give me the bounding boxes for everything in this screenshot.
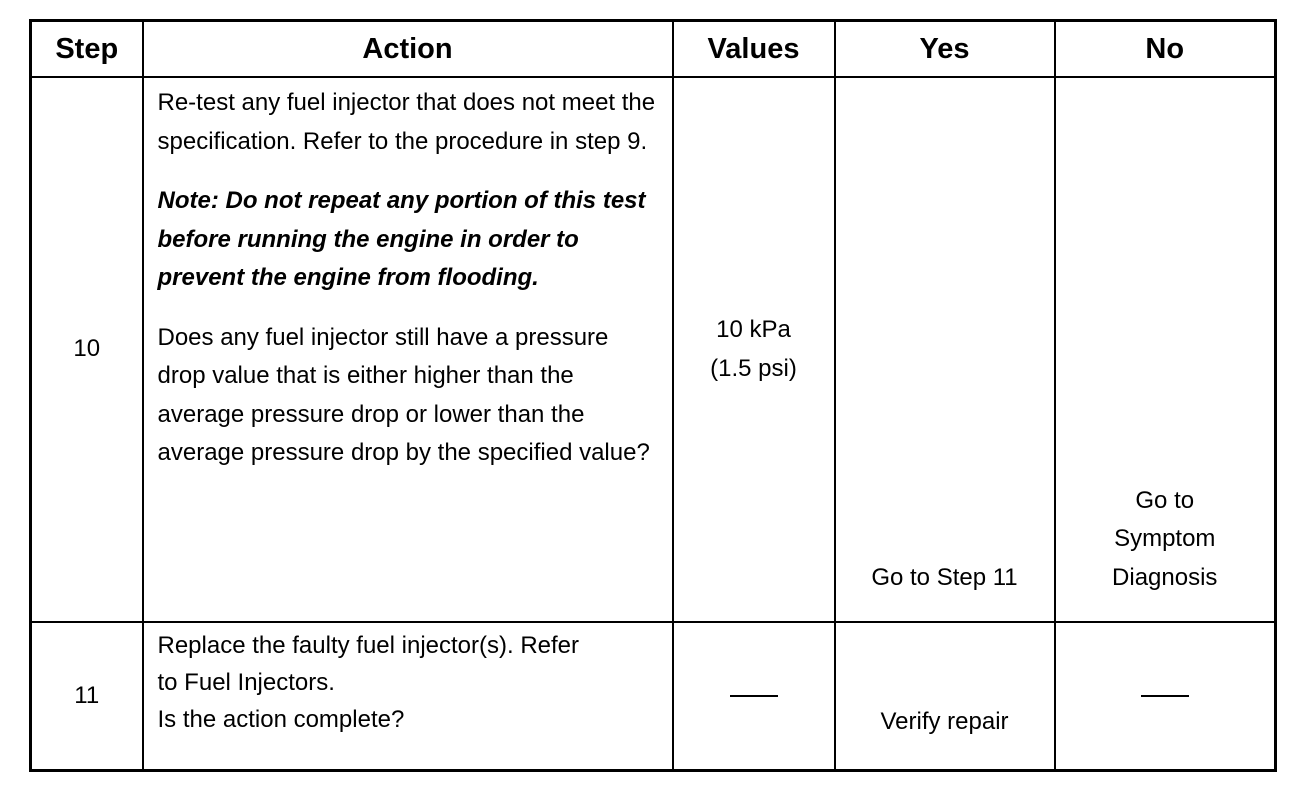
value-imperial: (1.5 psi) [710,354,797,382]
yes-cell [835,622,1055,770]
no-text-line: Symptom [1114,525,1216,553]
value-metric: 10 kPa [716,316,791,344]
no-cell [1055,77,1276,622]
header-values: Values [673,21,835,78]
header-yes: Yes [835,21,1055,78]
header-step: Step [31,21,143,78]
diagnostic-table [29,19,1277,772]
action-note: Note: Do not repeat any portion of this test before running the engine in order to prevent the engine from flooding. [157,187,646,291]
header-row [31,21,1276,78]
values-cell [673,77,835,622]
header-no: No [1055,21,1276,78]
table-row [31,77,1276,622]
action-text: Re-test any fuel injector that does not meet the specification. Refer to the procedure in step 9. [157,89,656,155]
header-action: Action [143,21,673,78]
no-text-line: Diagnosis [1112,563,1218,591]
values-cell [673,622,835,770]
action-question: Is the action complete? [157,706,405,734]
yes-text: Go to Step 11 [871,563,1018,591]
action-cell [143,77,673,622]
action-text-line: to Fuel Injectors. [157,669,335,697]
action-text-line: Replace the faulty fuel injector(s). Refer [157,632,580,660]
step-number: 10 [31,77,143,622]
no-cell [1055,622,1276,770]
yes-text: Verify repair [880,707,1009,735]
action-cell [143,622,673,770]
empty-dash [730,695,778,697]
action-question: Does any fuel injector still have a pressure drop value that is either higher than the average pressure drop or lower than the average pressure drop by the specified value? [157,323,650,466]
empty-dash [1141,695,1189,697]
step-number: 11 [31,622,143,770]
no-text-line: Go to [1135,486,1195,514]
table-row [31,622,1276,770]
yes-cell [835,77,1055,622]
